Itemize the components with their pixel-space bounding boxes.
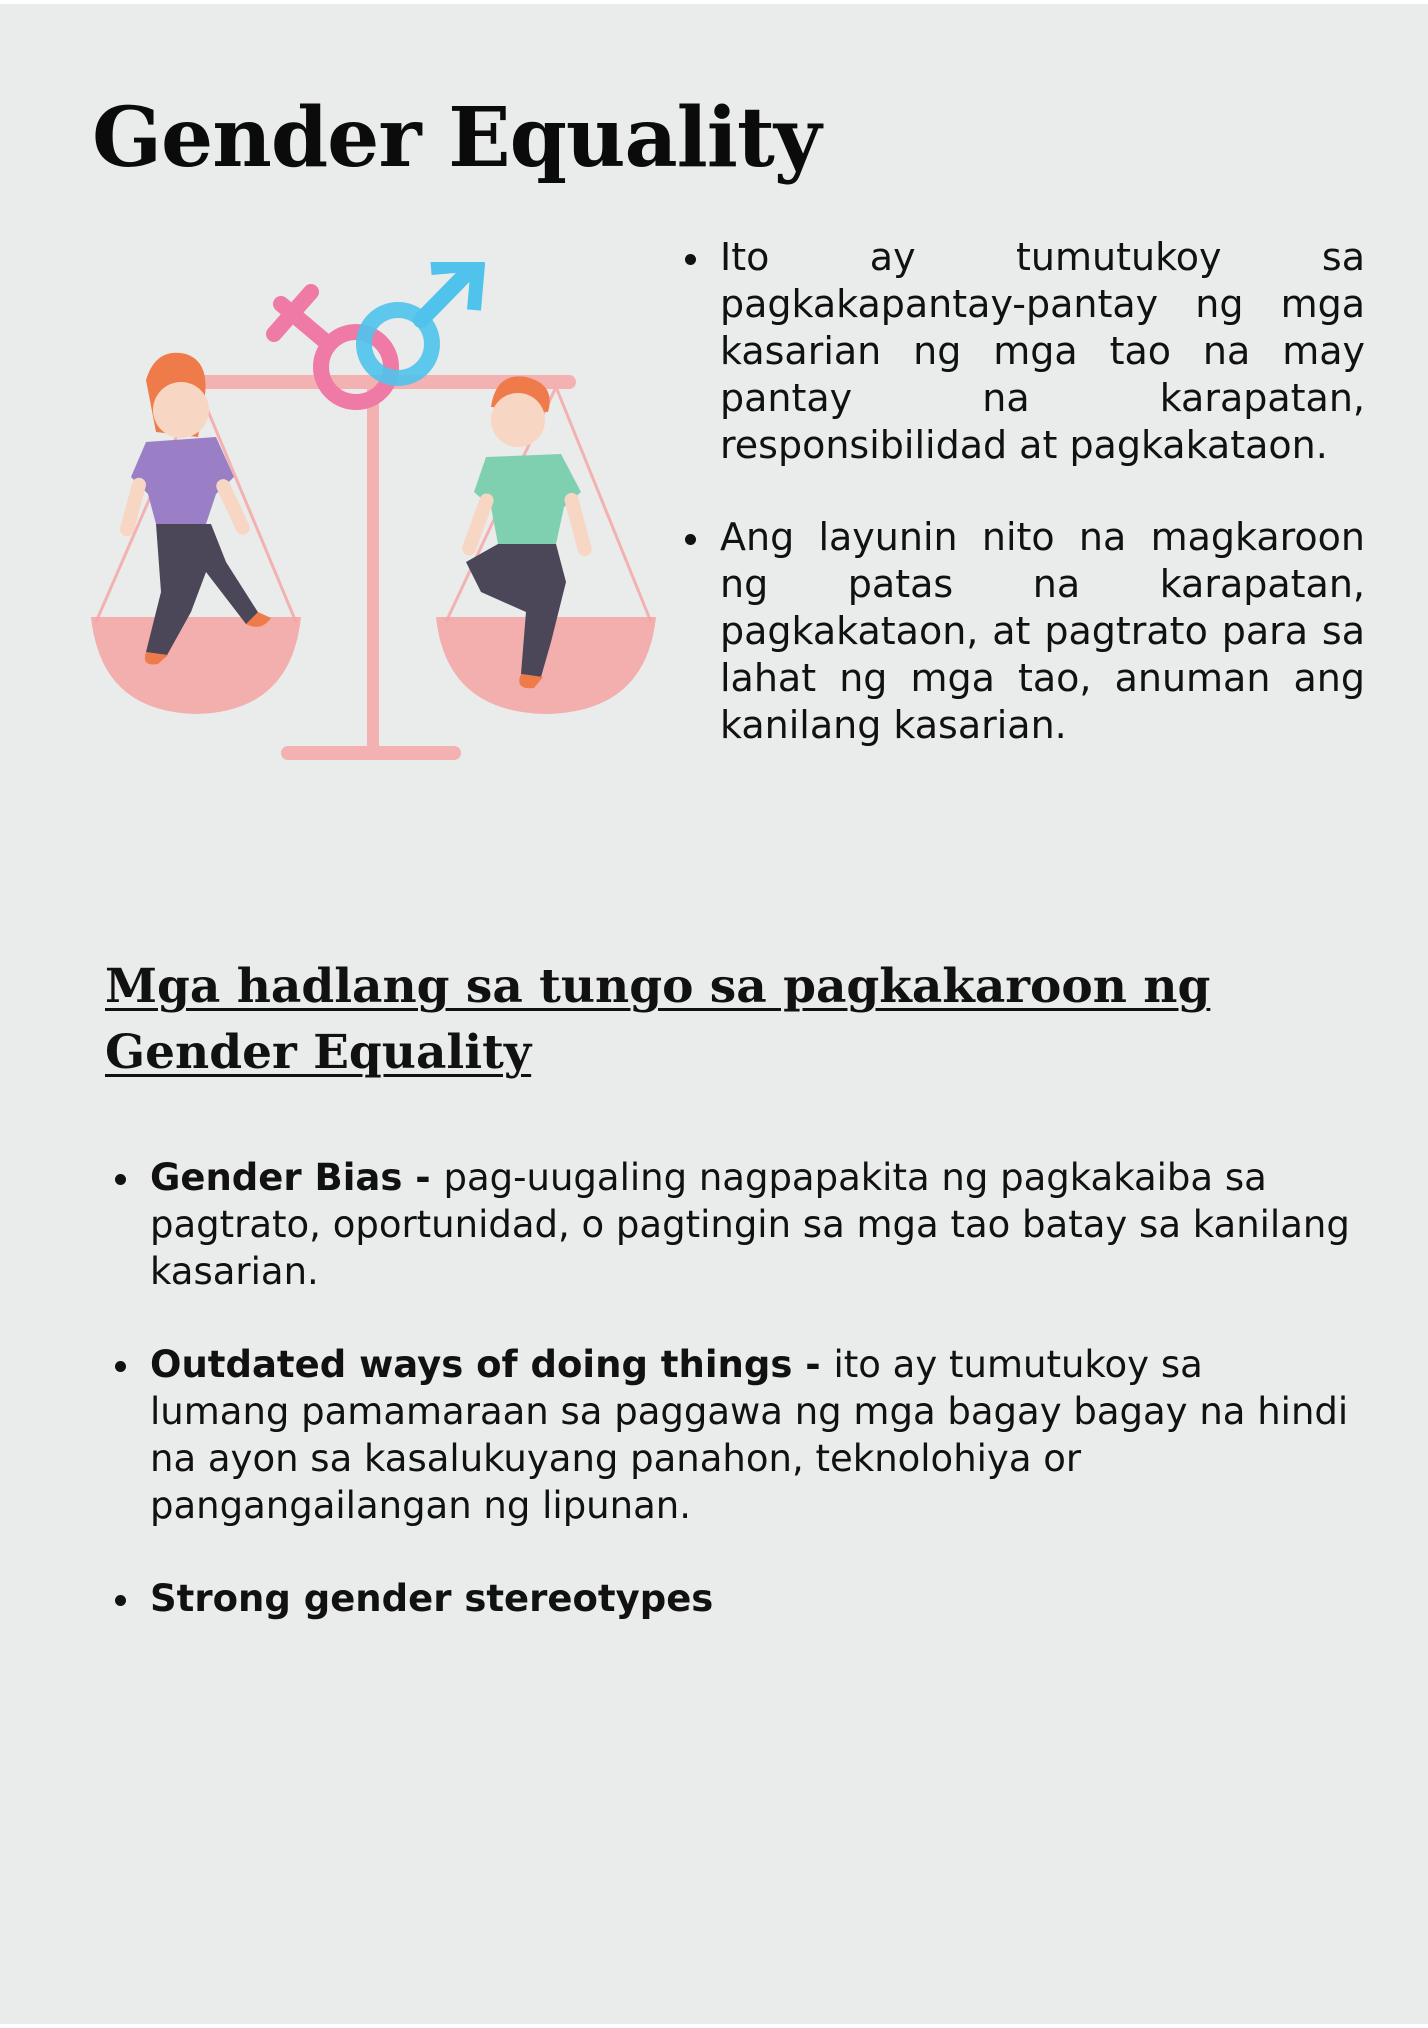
barrier-item	[150, 1575, 1350, 1622]
barrier-separator: -	[402, 1156, 444, 1199]
section-heading	[105, 954, 1210, 1086]
section-heading-line-1: Mga hadlang sa tungo sa pagkakaroon ng	[105, 959, 1211, 1014]
barrier-item	[150, 1154, 1350, 1295]
section-heading-line-2: Gender Equality	[105, 1025, 532, 1080]
gender-equality-scale-illustration	[86, 262, 656, 802]
barrier-description: ito ay tumutukoy sa lumang pamamaraan sa paggawa ng mga bagay bagay na hindi na ayon sa kasalukuyang panahon, teknolohiya or pangangailangan ng lipunan.	[150, 1343, 1349, 1527]
barrier-description: pag-uugaling nagpapakita ng pagkakaiba sa pagtrato, oportunidad, o pagtingin sa mga tao batay sa kanilang kasarian.	[150, 1156, 1350, 1293]
barrier-term: Outdated ways of doing things	[150, 1343, 793, 1386]
intro-points-list	[690, 234, 1365, 794]
barrier-term: Gender Bias	[150, 1156, 403, 1199]
barrier-separator: -	[792, 1343, 834, 1386]
document-page	[0, 4, 1428, 2024]
barriers-list	[150, 1154, 1350, 1668]
intro-point: Ang layunin nito na magkaroon ng patas na karapatan, pagkakataon, at pagtrato para sa lahat ng mga tao, anuman ang kanilang kasarian.	[720, 515, 1365, 747]
page-title: Gender Equality	[92, 90, 821, 186]
barrier-item	[150, 1341, 1350, 1529]
male-symbol-icon	[364, 264, 478, 378]
barrier-term: Strong gender stereotypes	[150, 1577, 714, 1620]
intro-point: Ito ay tumutukoy sa pagkakapantay-pantay ng mga kasarian ng mga tao na may pantay na karapatan, responsibilidad at pagkakataon.	[720, 235, 1365, 467]
